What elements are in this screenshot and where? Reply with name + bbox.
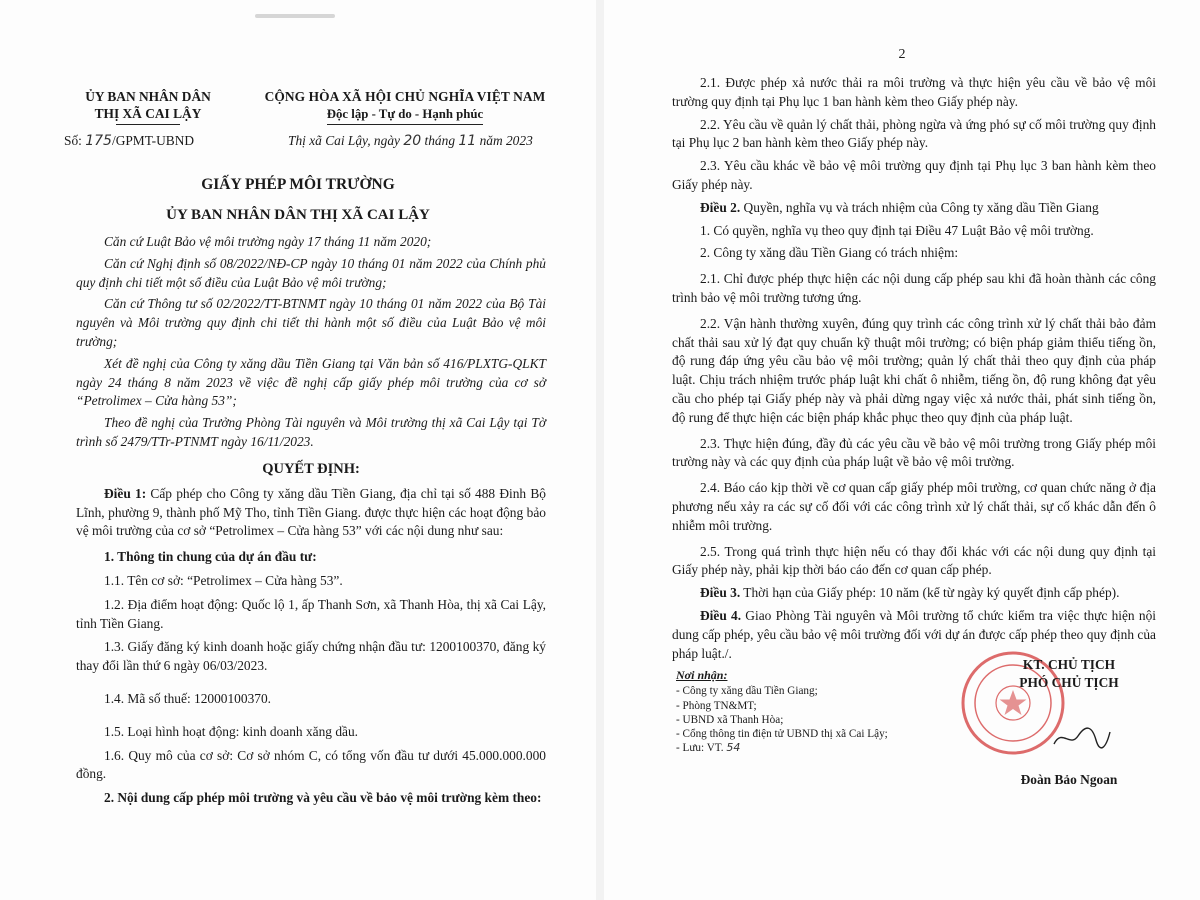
info-item: 1.1. Tên cơ sở: “Petrolimex – Cửa hàng 53”. — [104, 572, 343, 588]
recipient-handwritten-count: 54 — [726, 741, 741, 755]
section-2-heading: 2. Nội dung cấp phép môi trường và yêu cầu về bảo vệ môi trường kèm theo: — [104, 790, 542, 806]
scan-artifact — [255, 14, 335, 18]
page-1-body — [76, 233, 546, 808]
article-2-text: Quyền, nghĩa vụ và trách nhiệm của Công ty xăng dầu Tiền Giang — [740, 199, 1099, 215]
recipients-block — [676, 668, 976, 756]
recipients-heading: Nơi nhận: — [676, 668, 728, 682]
date-month-handwritten: 11 — [458, 133, 477, 149]
article-3-text: Thời hạn của Giấy phép: 10 năm (kể từ ngày ký quyết định cấp phép). — [740, 585, 1120, 601]
info-item: 1.4. Mã số thuế: 12000100370. — [104, 690, 272, 706]
recipient-item — [676, 741, 976, 755]
national-header — [250, 88, 560, 125]
issuer-heading: ỦY BAN NHÂN DÂN THỊ XÃ CAI LẬY — [166, 207, 430, 223]
duty-2-1: 2.1. Chỉ được phép thực hiện các nội dung cấp phép sau khi đã hoàn thành các công trình bảo vệ môi trường tương ứng. — [672, 271, 1156, 305]
legal-basis: Xét đề nghị của Công ty xăng dầu Tiền Giang tại Văn bản số 416/PLXTG-QLKT ngày 24 tháng 8 năm 2023 về việc đề nghị cấp giấy phép môi trường của cơ sở “Petrolimex – Cửa hàng 53”; — [76, 355, 546, 409]
duty-2-4: 2.4. Báo cáo kịp thời về cơ quan cấp giấy phép môi trường, cơ quan chức năng ở địa phương nếu xảy ra các sự cố đối với các công trình xử lý chất thải, sự cố khác dẫn đến ô nhiễm môi trường. — [672, 480, 1156, 533]
date-prefix: Thị xã Cai Lậy, ngày — [288, 133, 400, 148]
recipient-item: - Cổng thông tin điện tử UBND thị xã Cai Lậy; — [676, 728, 888, 741]
section-1-heading: 1. Thông tin chung của dự án đầu tư: — [104, 549, 317, 565]
signature-icon — [1052, 722, 1112, 752]
article-1-text: Cấp phép cho Công ty xăng dầu Tiền Giang, địa chỉ tại số 488 Đinh Bộ Lĩnh, phường 9, thành phố Mỹ Tho, tỉnh Tiền Giang. được thực hiện các hoạt động bảo vệ môi trường của cơ sở “Petrolimex – Cửa hàng 53” với các nội dung như sau: — [76, 485, 546, 539]
duty-2-3: 2.3. Thực hiện đúng, đầy đủ các yêu cầu về bảo vệ môi trường trong Giấy phép môi trường này và các quy định của pháp luật về bảo vệ môi trường. — [672, 435, 1156, 470]
article-2-item-1: 1. Có quyền, nghĩa vụ theo quy định tại Điều 47 Luật Bảo vệ môi trường. — [700, 222, 1094, 238]
article-2-item-2: 2. Công ty xăng dầu Tiền Giang có trách nhiệm: — [700, 245, 959, 261]
document-number — [64, 133, 194, 149]
article-2 — [672, 199, 1156, 218]
article-4 — [672, 607, 1156, 663]
info-item: 1.3. Giấy đăng ký kinh doanh hoặc giấy chứng nhận đầu tư: 1200100370, đăng ký thay đổi lần thứ 6 ngày 06/03/2023. — [76, 639, 546, 674]
recipient-item: - UBND xã Thanh Hòa; — [676, 713, 784, 726]
info-item: 1.6. Quy mô của cơ sở: Cơ sở nhóm C, có tổng vốn đầu tư dưới 45.000.000.000 đồng. — [76, 747, 546, 782]
document-date — [288, 133, 533, 149]
date-year: năm 2023 — [479, 133, 533, 148]
issuing-agency — [58, 88, 238, 125]
clause-2-2: 2.2. Yêu cầu về quản lý chất thải, phòng ngừa và ứng phó sự cố môi trường quy định tại Phụ lục 2 ban hành kèm theo Giấy phép này. — [672, 116, 1156, 151]
doc-no-prefix: Số: — [64, 133, 82, 148]
recipient-item: - Công ty xăng dầu Tiền Giang; — [676, 685, 818, 698]
document-title: GIẤY PHÉP MÔI TRƯỜNG — [201, 176, 395, 193]
decision-heading: QUYẾT ĐỊNH: — [262, 460, 360, 477]
signature-role — [959, 656, 1179, 692]
doc-no-handwritten: 175 — [85, 133, 112, 149]
article-4-text: Giao Phòng Tài nguyên và Môi trường tổ chức kiểm tra việc thực hiện nội dung cấp phép, yêu cầu bảo vệ môi trường đối với dự án được cấp phép theo quy định của pháp luật./. — [672, 607, 1156, 661]
page-2 — [604, 0, 1200, 900]
sign-role-line-1: KT. CHỦ TỊCH — [1022, 657, 1116, 672]
nation-name: CỘNG HÒA XÃ HỘI CHỦ NGHĨA VIỆT NAM — [264, 89, 546, 104]
agency-line-1: ỦY BAN NHÂN DÂN — [85, 89, 211, 104]
info-item: 1.2. Địa điểm hoạt động: Quốc lộ 1, ấp Thanh Sơn, xã Thanh Hòa, thị xã Cai Lậy, tỉnh Tiền Giang. — [76, 596, 546, 631]
agency-line-2: THỊ XÃ CAI LẬY — [94, 106, 202, 121]
legal-basis: Theo đề nghị của Trưởng Phòng Tài nguyên và Môi trường thị xã Cai Lậy tại Tờ trình số 2479/TTr-PTNMT ngày 16/11/2023. — [76, 415, 546, 449]
page-gutter — [596, 0, 604, 900]
clause-2-1: 2.1. Được phép xả nước thải ra môi trường và thực hiện yêu cầu về bảo vệ môi trường quy định tại Phụ lục 1 ban hành kèm theo Giấy phép này. — [672, 75, 1156, 109]
recipient-item: - Phòng TN&MT; — [676, 699, 757, 712]
article-3-label: Điều 3. — [700, 585, 741, 601]
legal-basis: Căn cứ Luật Bảo vệ môi trường ngày 17 tháng 11 năm 2020; — [104, 234, 432, 249]
sign-role-line-2: PHÓ CHỦ TỊCH — [1019, 675, 1119, 690]
duty-2-5: 2.5. Trong quá trình thực hiện nếu có thay đổi khác với các nội dung quy định tại Giấy phép này, phải kịp thời báo cáo đến cơ quan cấp phép. — [672, 543, 1156, 578]
signer-name: Đoàn Bảo Ngoan — [1020, 772, 1118, 787]
page-number: 2 — [898, 47, 906, 62]
article-3 — [672, 584, 1156, 603]
article-1 — [76, 485, 546, 541]
date-month-label: tháng — [424, 133, 456, 148]
page-2-body — [672, 74, 1156, 667]
recipient-archive: - Lưu: VT. — [676, 742, 724, 755]
article-2-label: Điều 2. — [700, 199, 741, 215]
clause-2-3: 2.3. Yêu cầu khác về bảo vệ môi trường quy định tại Phụ lục 3 ban hành kèm theo Giấy phép này. — [672, 158, 1156, 192]
doc-no-suffix: /GPMT-UBND — [111, 133, 195, 148]
legal-basis: Căn cứ Nghị định số 08/2022/NĐ-CP ngày 10 tháng 01 năm 2022 của Chính phủ quy định chi tiết một số điều của Luật Bảo vệ môi trường; — [76, 255, 546, 290]
agency-underline — [116, 124, 180, 125]
national-motto: Độc lập - Tự do - Hạnh phúc — [327, 106, 483, 125]
article-4-label: Điều 4. — [700, 607, 742, 623]
page-1 — [0, 0, 596, 900]
info-item: 1.5. Loại hình hoạt động: kinh doanh xăng dầu. — [104, 723, 359, 739]
article-1-label: Điều 1: — [104, 485, 147, 501]
legal-basis: Căn cứ Thông tư số 02/2022/TT-BTNMT ngày 10 tháng 01 năm 2022 của Bộ Tài nguyên và Môi trường quy định chi tiết thi hành một số điều của Luật Bảo vệ môi trường; — [76, 296, 546, 349]
date-day-handwritten: 20 — [403, 133, 422, 149]
duty-2-2: 2.2. Vận hành thường xuyên, đúng quy trình các công trình xử lý chất thải bảo đảm chất thải sau xử lý đạt quy chuẩn kỹ thuật môi trường; có biện pháp giảm thiểu tiếng ồn, độ rung đáp ứng yêu cầu bảo vệ môi trường; quản lý chất thải theo quy định của pháp luật. Chịu trách nhiệm trước pháp luật khi chất ô nhiễm, tiếng ồn, độ rung không đạt yêu cầu cho phép tại Giấy phép này và phải dừng ngay việc xả nước thải, phát sinh tiếng ồn, độ rung để thực hiện các biện pháp khắc phục theo quy định của pháp luật. — [672, 315, 1156, 425]
